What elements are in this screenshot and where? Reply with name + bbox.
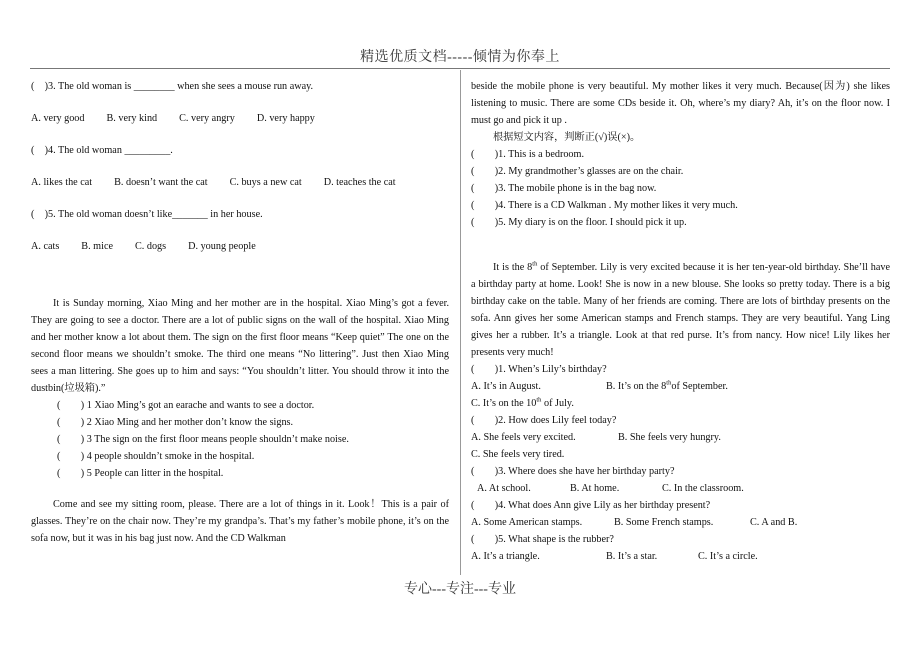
question-4: ( )4. The old woman _________. [31, 145, 173, 156]
hospital-passage: It is Sunday morning, Xiao Ming and her mother are in the hospital. Xiao Ming’s got a fever. They are going to see a doctor. There are a lot of public signs on the wall of the hospital. Xiao Ming and her mother know a lot about them. The sign on the first floor means “Keep quiet” The one on the second floor means we shouldn’t smoke. The third one means “No littering”. Just then Xiao Ming sees a man littering. She goes up to him and says: “You shouldn’t litter. You should throw it into the dustbin(垃圾箱).” [31, 298, 449, 394]
option: D. young people [188, 241, 256, 252]
option: C. In the classroom. [662, 483, 744, 494]
question-3-options [31, 110, 449, 127]
option-text: B. It’s on the 8 [606, 381, 667, 392]
question-1: ( )1. When’s Lily’s birthday? [471, 364, 607, 375]
option: D. very happy [256, 113, 315, 124]
question-4: ( )4. What does Ann give Lily as her birthday present? [471, 500, 711, 511]
option: B. It’s a star. [606, 551, 658, 562]
option-text: C. It’s on the 10 [471, 398, 537, 409]
option: B. At home. [570, 483, 620, 494]
header-divider [30, 68, 890, 69]
option: A. It’s in August. [471, 381, 541, 392]
question-4-options [471, 514, 890, 531]
page-header: 精选优质文档-----倾情为你奉上 [360, 50, 560, 65]
question-1-option-c [471, 395, 890, 412]
sitting-room-passage-cont: beside the mobile phone is very beautiful. My mother likes it very much. Because(因为) she likes listening to music. There are some CDs beside it. Oh, where’s my diary? Ah, it’s on the floor now. I must go and pick it up . [471, 81, 890, 126]
option: A. Some American stamps. [471, 517, 583, 528]
question-5-options [471, 548, 890, 565]
option: A. She feels very excited. [471, 432, 576, 443]
page-footer: 专心---专注---专业 [404, 582, 516, 597]
left-column [31, 78, 449, 547]
tf-item: ( )4. There is a CD Walkman . My mother likes it very much. [471, 200, 738, 211]
tf-item: ( ) 5 People can litter in the hospital. [57, 468, 224, 479]
option: B. She feels very hungry. [618, 432, 721, 443]
question-5-options [31, 238, 449, 255]
tf-item: ( )2. My grandmother’s glasses are on the chair. [471, 166, 684, 177]
option: B. Some French stamps. [614, 517, 714, 528]
tf-item: ( )5. My diary is on the floor. I should pick it up. [471, 217, 687, 228]
question-3-options [471, 480, 890, 497]
option: A. likes the cat [31, 177, 93, 188]
instruction: 根据短文内容，判断正(√)误(×)。 [493, 132, 641, 143]
option-text: of July. [541, 398, 574, 409]
option: B. very kind [106, 113, 158, 124]
tf-item: ( )1. This is a bedroom. [471, 149, 584, 160]
option [606, 378, 728, 395]
tf-item: ( ) 1 Xiao Ming’s got an earache and wants to see a doctor. [57, 400, 315, 411]
sitting-room-passage: Come and see my sitting room, please. There are a lot of things in it. Look！This is a pair of glasses. They’re on the chair now. They’re my grandpa’s. That’s my father’s mobile phone, it’s on the sofa now, but it was in his bag just now. And the CD Walkman [31, 499, 449, 544]
option: D. teaches the cat [323, 177, 396, 188]
column-divider [460, 70, 461, 575]
tf-item: ( )3. The mobile phone is in the bag now. [471, 183, 657, 194]
question-5: ( )5. What shape is the rubber? [471, 534, 614, 545]
tf-item: ( ) 2 Xiao Ming and her mother don’t know the signs. [57, 417, 294, 428]
question-2-option-c: C. She feels very tired. [471, 449, 565, 460]
question-5: ( )5. The old woman doesn’t like_______ in her house. [31, 209, 263, 220]
birthday-passage [471, 259, 890, 361]
option: B. doesn’t want the cat [114, 177, 208, 188]
question-3: ( )3. Where does she have her birthday party? [471, 466, 675, 477]
option: C. It’s a circle. [698, 551, 758, 562]
option-text: of September. [671, 381, 728, 392]
option: C. dogs [134, 241, 167, 252]
question-2-options [471, 429, 890, 446]
option: C. buys a new cat [229, 177, 302, 188]
tf-item: ( ) 4 people shouldn’t smoke in the hospital. [57, 451, 255, 462]
option: A. At school. [477, 483, 531, 494]
option: A. very good [31, 113, 85, 124]
option: A. It’s a triangle. [471, 551, 540, 562]
passage-text: of September. Lily is very excited because it is her ten-year-old birthday. She’ll have a birthday party at home. Look! She is now in a new blouse. She looks so pretty today. There is a big birthday cake on the table. Many of her friends are coming. There are lots of birthday presents on the sofa. Ann gives her some American stamps and French stamps. They are very beautiful. Yang Ling gives her a rubber. It’s a triangle. Look at that red purse. It’s from nancy. How nice! Lily likes her presents very much! [471, 262, 890, 358]
question-1-options [471, 378, 890, 395]
question-2: ( )2. How does Lily feel today? [471, 415, 617, 426]
question-4-options [31, 174, 449, 191]
superscript: th [532, 260, 538, 268]
option: A. cats [31, 241, 60, 252]
question-3: ( )3. The old woman is ________ when she sees a mouse run away. [31, 81, 314, 92]
superscript: th [536, 396, 542, 404]
option: C. very angry [179, 113, 235, 124]
right-column [471, 78, 890, 565]
tf-item: ( ) 3 The sign on the first floor means people shouldn’t make noise. [57, 434, 349, 445]
option: C. A and B. [750, 517, 798, 528]
passage-text: It is the 8 [493, 262, 533, 273]
superscript: th [666, 379, 672, 387]
option: B. mice [81, 241, 113, 252]
